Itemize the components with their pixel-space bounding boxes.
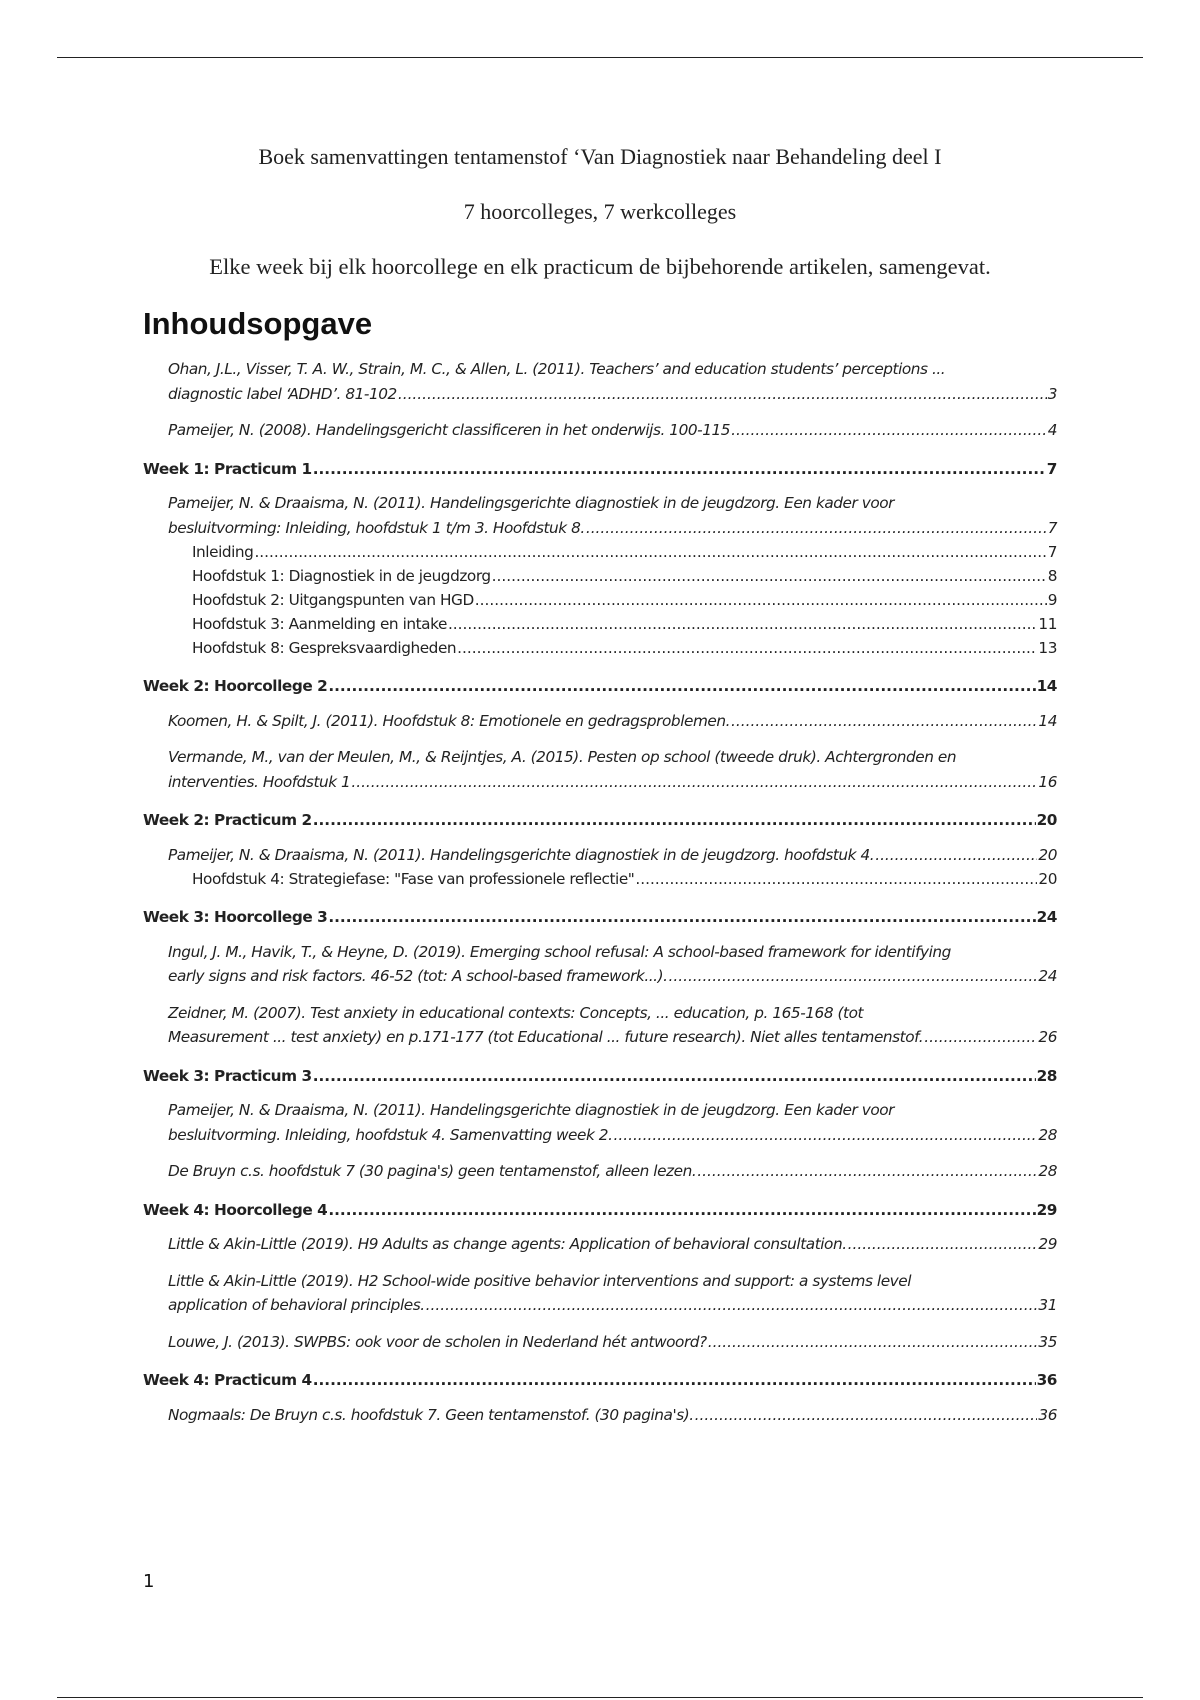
toc-leader — [924, 1025, 1037, 1050]
toc-section[interactable] — [143, 674, 1057, 699]
toc-entry[interactable] — [143, 418, 1057, 443]
toc-page-number: 28 — [1038, 1125, 1057, 1144]
toc-entry[interactable] — [143, 745, 1057, 794]
toc-entry-text: Hoofdstuk 3: Aanmelding en intake — [192, 615, 447, 633]
toc-entry-text: Inleiding — [192, 543, 254, 561]
toc-section-title: Week 2: Hoorcollege 2 — [143, 677, 328, 695]
toc-leader — [614, 1123, 1038, 1148]
toc-subentry[interactable] — [143, 540, 1057, 564]
toc-entry-text: Hoofdstuk 8: Gespreksvaardigheden — [192, 639, 457, 657]
toc-entry-text: Hoofdstuk 4: Strategiefase: "Fase van professionele reflectie" — [192, 870, 635, 888]
toc-section-title: Week 2: Practicum 2 — [143, 811, 312, 829]
toc-entry-text: Vermande, M., van der Meulen, M., & Reijntjes, A. (2015). Pesten op school (tweede druk). Achtergronden en — [168, 748, 957, 766]
toc-title: Inhoudsopgave — [143, 306, 373, 341]
toc-leader — [328, 674, 1035, 699]
toc-entry-text: early signs and risk factors. 46-52 (tot: A school-based framework...). — [168, 967, 668, 985]
toc-entry-text: besluitvorming. Inleiding, hoofdstuk 4. Samenvatting week 2. — [168, 1125, 613, 1144]
toc-entry[interactable] — [143, 1159, 1057, 1184]
toc-leader — [848, 1232, 1038, 1257]
toc-page-number: 29 — [1038, 1235, 1057, 1253]
toc-page-number: 9 — [1047, 591, 1057, 609]
toc-leader — [313, 1368, 1036, 1393]
toc-page-number: 8 — [1047, 567, 1057, 585]
toc-leader — [313, 457, 1046, 482]
toc-entry-text: Nogmaals: De Bruyn c.s. hoofdstuk 7. Geen tentamenstof. (30 pagina's). — [168, 1405, 694, 1424]
toc-page-number: 20 — [1036, 811, 1057, 829]
toc-page-number: 24 — [1038, 967, 1057, 985]
toc-page-number: 29 — [1036, 1200, 1057, 1219]
toc-section-title: Week 1: Practicum 1 — [143, 459, 312, 478]
toc-entry[interactable] — [143, 1001, 1057, 1050]
toc-leader — [254, 540, 1046, 564]
toc-page-number: 11 — [1038, 615, 1057, 633]
document-description: Elke week bij elk hoorcollege en elk practicum de bijbehorende artikelen, samengevat. — [209, 254, 991, 279]
toc-leader — [697, 1159, 1037, 1184]
toc-page-number: 14 — [1036, 677, 1057, 695]
header-rule — [57, 57, 1143, 58]
toc-leader — [351, 770, 1037, 795]
toc-section-title: Week 3: Hoorcollege 3 — [143, 908, 328, 926]
toc-entry[interactable] — [143, 1098, 1057, 1147]
toc-page-number: 36 — [1036, 1371, 1057, 1389]
toc-leader — [328, 905, 1035, 930]
toc-subentry[interactable] — [143, 588, 1057, 612]
toc-leader — [313, 1064, 1036, 1089]
table-of-contents — [143, 357, 1057, 1439]
toc-section[interactable] — [143, 1064, 1057, 1089]
toc-section[interactable] — [143, 905, 1057, 930]
toc-leader — [328, 1198, 1035, 1223]
toc-page-number: 3 — [1047, 384, 1057, 403]
toc-entry-text: Pameijer, N. & Draaisma, N. (2011). Handelingsgerichte diagnostiek in de jeugdzorg. Een kader voor — [168, 1101, 895, 1119]
toc-page-number: 7 — [1046, 459, 1057, 478]
toc-page-number: 7 — [1047, 543, 1057, 561]
footer-rule — [57, 1697, 1143, 1698]
document-subtitle: 7 hoorcolleges, 7 werkcolleges — [463, 199, 737, 224]
toc-section-title: Week 3: Practicum 3 — [143, 1066, 312, 1085]
toc-entry[interactable] — [143, 1403, 1057, 1428]
toc-leader — [492, 564, 1047, 588]
toc-entry-text: Pameijer, N. & Draaisma, N. (2011). Handelingsgerichte diagnostiek in de jeugdzorg. hoofdstuk 4. — [168, 845, 875, 864]
toc-page-number: 28 — [1036, 1066, 1057, 1085]
toc-entry-text: interventies. Hoofdstuk 1 — [168, 772, 351, 791]
toc-page-number: 20 — [1038, 845, 1057, 864]
toc-page-number: 20 — [1038, 870, 1057, 888]
toc-entry-text: Koomen, H. & Spilt, J. (2011). Hoofdstuk 8: Emotionele en gedragsproblemen. — [168, 711, 731, 730]
toc-leader — [586, 516, 1047, 541]
toc-section[interactable] — [143, 457, 1057, 482]
toc-leader — [669, 964, 1038, 989]
toc-entry-text: Louwe, J. (2013). SWPBS: ook voor de scholen in Nederland hét antwoord? — [168, 1332, 707, 1351]
toc-leader — [398, 382, 1047, 407]
toc-section-title: Week 4: Hoorcollege 4 — [143, 1200, 328, 1219]
toc-entry-text: De Bruyn c.s. hoofdstuk 7 (30 pagina's) geen tentamenstof, alleen lezen. — [168, 1162, 697, 1180]
toc-page-number: 31 — [1038, 1296, 1057, 1314]
toc-page-number: 26 — [1038, 1028, 1057, 1046]
toc-entry-text: Hoofdstuk 1: Diagnostiek in de jeugdzorg — [192, 567, 491, 585]
toc-entry-text: Hoofdstuk 2: Uitgangspunten van HGD — [192, 591, 474, 609]
toc-leader — [708, 1330, 1038, 1355]
page-number: 1 — [143, 1571, 155, 1592]
toc-entry[interactable] — [143, 357, 1057, 406]
toc-section-title: Week 4: Practicum 4 — [143, 1371, 312, 1389]
toc-leader — [475, 588, 1047, 612]
toc-leader — [695, 1403, 1038, 1428]
toc-page-number: 36 — [1038, 1405, 1057, 1424]
toc-page-number: 14 — [1038, 711, 1057, 730]
toc-entry-text: Pameijer, N. & Draaisma, N. (2011). Handelingsgerichte diagnostiek in de jeugdzorg. Een kader voor — [168, 494, 895, 512]
toc-entry-text: Ohan, J.L., Visser, T. A. W., Strain, M. C., & Allen, L. (2011). Teachers’ and education students’ perceptions ... — [168, 360, 946, 378]
toc-entry[interactable] — [143, 1232, 1057, 1257]
toc-section[interactable] — [143, 808, 1057, 833]
toc-page-number: 24 — [1036, 908, 1057, 926]
toc-entry[interactable] — [143, 1330, 1057, 1355]
toc-leader — [635, 867, 1037, 891]
toc-page-number: 35 — [1038, 1332, 1057, 1351]
toc-entry-text: diagnostic label ‘ADHD’. 81-102 — [168, 384, 397, 403]
toc-subentry[interactable] — [143, 564, 1057, 588]
toc-entry[interactable] — [143, 1269, 1057, 1318]
toc-entry[interactable] — [143, 491, 1057, 540]
toc-entry-text: application of behavioral principles. — [168, 1296, 425, 1314]
toc-entry-text: Little & Akin-Little (2019). H9 Adults as change agents: Application of behavioral consultation. — [168, 1235, 847, 1253]
toc-entry[interactable] — [143, 843, 1057, 868]
toc-leader — [426, 1293, 1038, 1318]
toc-entry-text: Ingul, J. M., Havik, T., & Heyne, D. (2019). Emerging school refusal: A school-based framework for identifying — [168, 942, 951, 961]
toc-entry-text: Pameijer, N. (2008). Handelingsgericht classificeren in het onderwijs. 100-115 — [168, 421, 731, 439]
toc-entry[interactable] — [143, 709, 1057, 734]
toc-entry-text: Little & Akin-Little (2019). H2 School-wide positive behavior interventions and support: a systems level — [168, 1271, 912, 1290]
toc-leader — [457, 636, 1037, 660]
toc-subentry[interactable] — [143, 867, 1057, 891]
toc-entry-text: besluitvorming: Inleiding, hoofdstuk 1 t/m 3. Hoofdstuk 8. — [168, 518, 585, 537]
toc-section[interactable] — [143, 1368, 1057, 1393]
toc-leader — [731, 418, 1047, 443]
toc-leader — [731, 709, 1037, 734]
toc-entry-text: Zeidner, M. (2007). Test anxiety in educational contexts: Concepts, ... education, p. 165-168 (tot — [168, 1003, 864, 1022]
toc-page-number: 16 — [1038, 772, 1057, 791]
toc-page-number: 28 — [1038, 1162, 1057, 1180]
toc-page-number: 4 — [1047, 421, 1057, 439]
toc-entry[interactable] — [143, 940, 1057, 989]
toc-leader — [875, 843, 1037, 868]
toc-entry-text: Measurement ... test anxiety) en p.171-177 (tot Educational ... future research). Niet alles tentamenstof. — [168, 1028, 924, 1046]
toc-subentry[interactable] — [143, 612, 1057, 636]
document-title: Boek samenvattingen tentamenstof ‘Van Diagnostiek naar Behandeling deel I — [258, 144, 942, 169]
toc-page-number: 7 — [1047, 518, 1057, 537]
toc-subentry[interactable] — [143, 636, 1057, 660]
toc-page-number: 13 — [1038, 639, 1057, 657]
toc-leader — [448, 612, 1037, 636]
toc-section[interactable] — [143, 1198, 1057, 1223]
toc-leader — [313, 808, 1036, 833]
